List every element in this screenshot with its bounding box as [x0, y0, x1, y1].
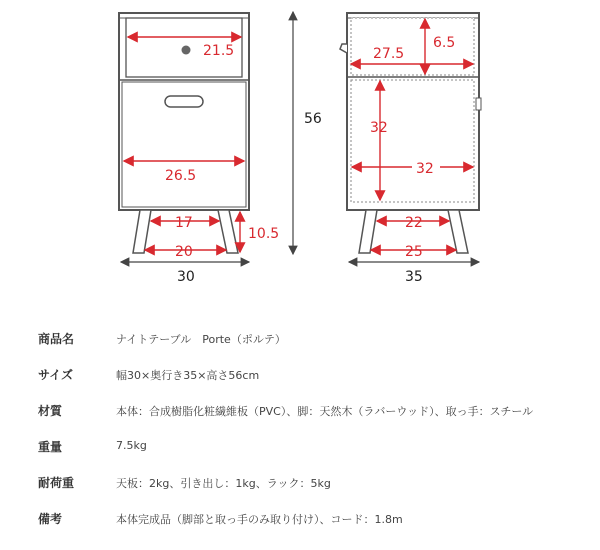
door-handle [165, 96, 203, 107]
dim-drawer-height: 6.5 [433, 35, 456, 51]
spec-label: 備考 [38, 512, 63, 526]
side-drawer-outline [351, 18, 474, 75]
dim-cabinet-inner-depth: 32 [416, 161, 434, 177]
dim-total-width: 30 [177, 269, 195, 285]
dim-total-height: 56 [304, 111, 322, 127]
spec-row-load [0, 466, 600, 502]
spec-value: 本体：合成樹脂化粧繊維板（PVC）、脚：天然木（ラバーウッド）、取っ手：スチール [116, 405, 534, 418]
dim-drawer-inner-width: 21.5 [203, 43, 235, 59]
spec-label: 耐荷重 [38, 476, 75, 490]
dim-side-leg-bottom-span: 25 [405, 244, 423, 260]
spec-label: 材質 [38, 404, 63, 418]
dim-leg-bottom-span: 20 [175, 244, 193, 260]
front-view [119, 12, 322, 285]
spec-label: 商品名 [38, 332, 75, 346]
dim-drawer-inner-depth: 27.5 [373, 46, 405, 62]
side-door-handle [476, 98, 481, 110]
spec-value: 本体完成品（脚部と取っ手のみ取り付け）、コード：1.8m [116, 513, 403, 526]
drawer-knob [182, 46, 191, 55]
spec-row-material [0, 394, 600, 430]
front-leg-left [133, 210, 151, 253]
spec-label: サイズ [38, 368, 74, 382]
dim-total-depth: 35 [405, 269, 423, 285]
dim-side-leg-top-span: 22 [405, 215, 423, 231]
spec-value: 7.5kg [116, 439, 147, 452]
dim-cabinet-inner-height: 32 [370, 120, 388, 136]
spec-table [0, 322, 600, 538]
spec-row-notes [0, 502, 600, 538]
front-leg-right [218, 210, 238, 253]
side-cabinet-inner [351, 80, 474, 202]
spec-value: ナイトテーブル Porte（ポルテ） [116, 333, 286, 346]
dim-leg-height: 10.5 [248, 226, 280, 242]
dim-leg-top-span: 17 [175, 215, 193, 231]
dim-cabinet-inner-width: 26.5 [165, 168, 197, 184]
spec-row-weight [0, 430, 600, 466]
spec-row-size [0, 358, 600, 394]
side-leg-right [448, 210, 468, 253]
spec-label: 重量 [38, 440, 63, 454]
side-drawer-knob [340, 44, 347, 53]
spec-value: 幅30×奥行き35×高さ56cm [116, 369, 260, 382]
side-leg-left [359, 210, 377, 253]
side-view [340, 13, 481, 285]
spec-value: 天板：2kg、引き出し：1kg、ラック：5kg [116, 477, 331, 490]
spec-row-name [0, 322, 600, 358]
